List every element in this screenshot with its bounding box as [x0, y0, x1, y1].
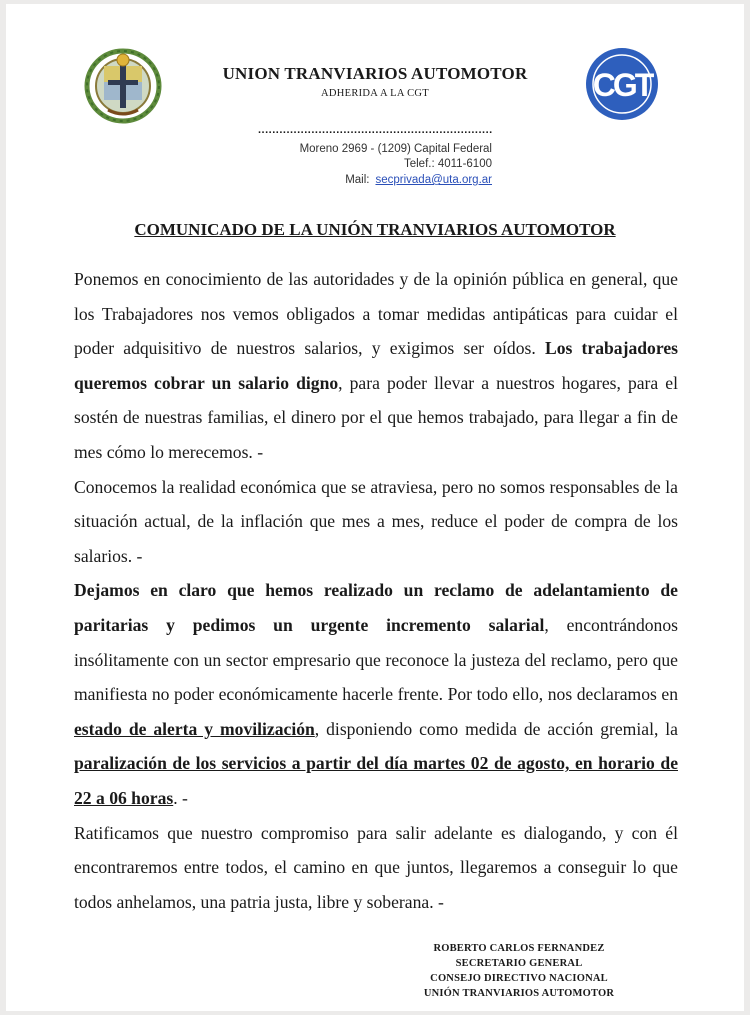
contact-phone: Telef.: 4011-6100 [403, 158, 492, 170]
p3-text-a: , encontrándonos insólitamente con un sector empresario que reconoce la justeza del reclamo, pero que manifiesta no poder económicamente hacerle frente. Por todo ello, nos declaramos en [74, 614, 678, 705]
p3-text-b: , disponiendo como medida de acción gremial, la [314, 718, 678, 739]
org-subtitle: ADHERIDA A LA CGT [320, 88, 430, 99]
paragraph-2: Conocemos la realidad económica que se atraviesa, pero no somos responsables de la situación actual, de la inflación que mes a mes, reduce el poder de compra de los salarios. - [74, 476, 678, 566]
p3-text-c: . - [173, 787, 188, 808]
paragraph-4: Ratificamos que nuestro compromiso para salir adelante es dialogando, y con él encontraremos entre todos, el camino en que juntos, llegaremos a conseguir lo que todos anhelamos, una patria justa, libre y soberana. - [74, 822, 678, 912]
p1-bold-text: Los trabajadores queremos cobrar un salario digno [74, 338, 678, 393]
p3-bold-text: Dejamos en claro que hemos realizado un reclamo de adelantamiento de paritarias y pedimos un urgente incremento salarial [74, 580, 678, 635]
cgt-logo [584, 46, 660, 122]
strike-notice-text: paralización de los servicios a partir del día martes 02 de agosto, en horario de 22 a 06 horas [74, 753, 678, 808]
signature-block [386, 941, 652, 1001]
document-title: COMUNICADO DE LA UNIÓN TRANVIARIOS AUTOMOTOR [134, 220, 616, 239]
contact-mail [230, 174, 492, 186]
cgt-logo-text: CGT [592, 67, 652, 103]
org-title: UNION TRANVIARIOS AUTOMOTOR [222, 64, 528, 83]
uta-crest-logo [84, 44, 162, 124]
signatory-council: CONSEJO DIRECTIVO NACIONAL [430, 973, 608, 984]
mail-label: Mail: [345, 174, 370, 186]
paragraph-1 [74, 262, 678, 470]
signatory-name: ROBERTO CARLOS FERNANDEZ [433, 943, 605, 954]
signatory-org: UNIÓN TRANVIARIOS AUTOMOTOR [423, 988, 615, 999]
contact-address: Moreno 2969 - (1209) Capital Federal [299, 143, 492, 155]
signatory-role: SECRETARIO GENERAL [455, 958, 583, 969]
mail-link[interactable]: secprivada@uta.org.ar [375, 174, 492, 186]
p1-text-a: Ponemos en conocimiento de las autoridades y de la opinión pública en general, que los Trabajadores nos vemos obligados a tomar medidas antipáticas para cuidar el poder adquisitivo de nuestros salarios, y exigimos ser oídos. [74, 269, 678, 359]
document-body [74, 262, 678, 919]
p1-text-b: , para poder llevar a nuestros hogares, para el sostén de nuestras familias, el dinero por el que hemos trabajado, para llegar a fin de mes cómo lo merecemos. - [74, 372, 678, 462]
dotted-separator: .................................................................. [258, 124, 493, 136]
alert-status-text: estado de alerta y movilización [74, 718, 315, 739]
paragraph-3 [74, 573, 678, 815]
